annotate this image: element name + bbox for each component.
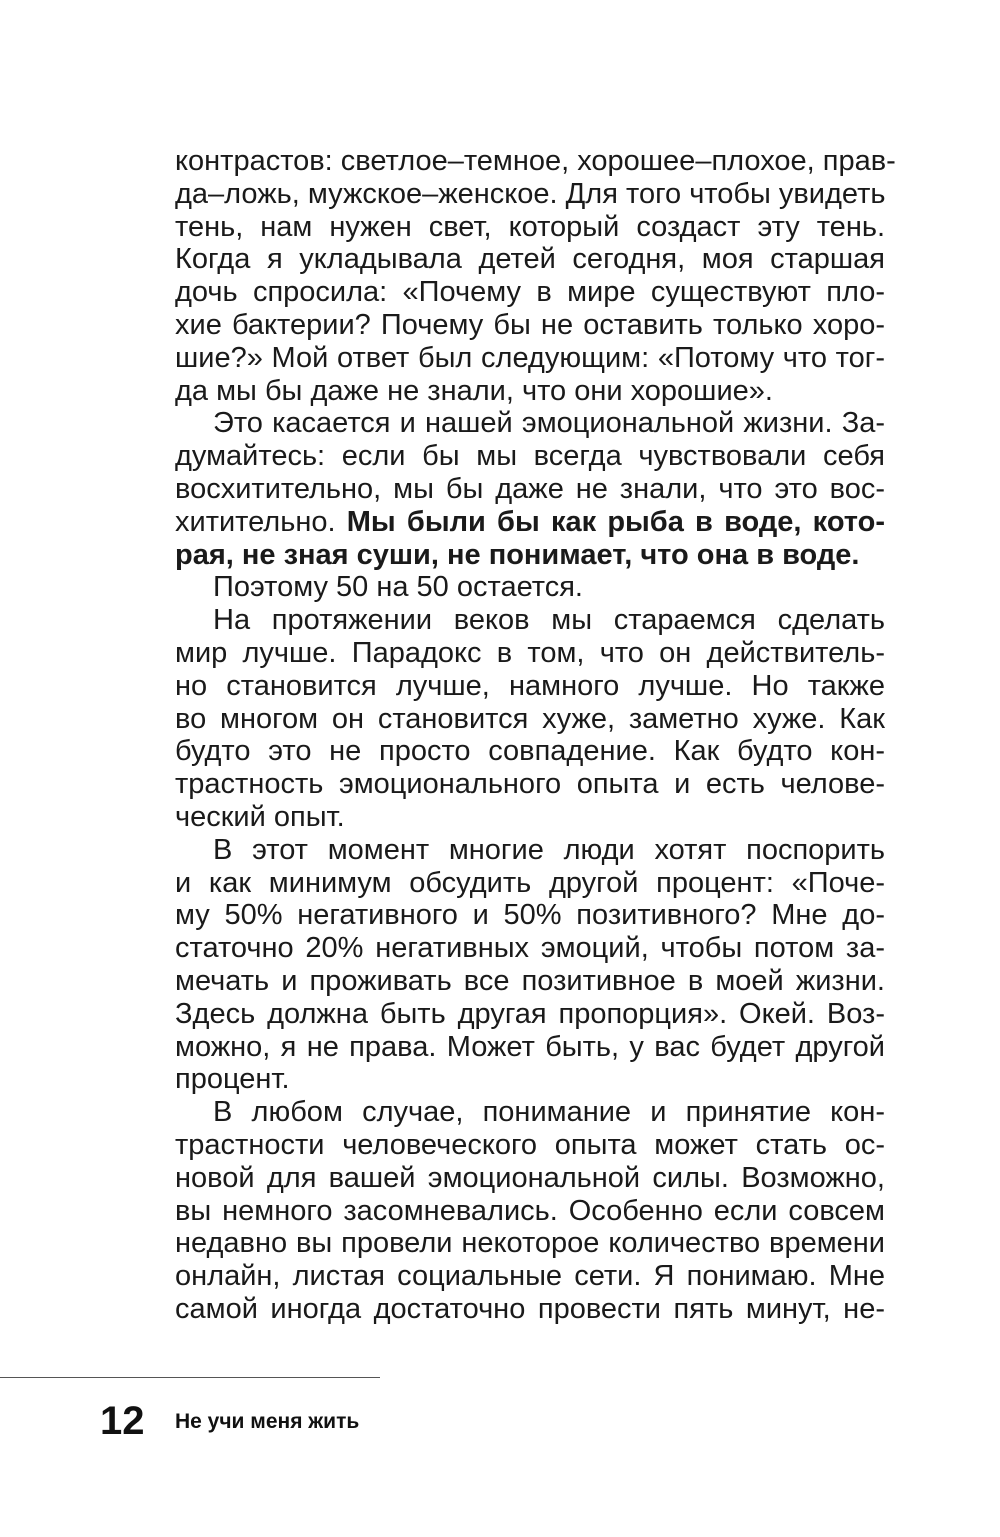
text-line: Поэтому 50 на 50 остается. — [213, 571, 583, 604]
text-line: мир лучше. Парадокс в том, что он действитель- — [175, 636, 885, 669]
text-segment: хитительно. — [175, 505, 336, 538]
text-line: и как минимум обсудить другой процент: «Поче- — [175, 866, 885, 899]
text-line: шие?» Мой ответ был следующим: «Потому что тог- — [175, 341, 885, 374]
text-line: онлайн, листая социальные сети. Я понимаю. Мне — [175, 1260, 885, 1293]
text-line: будто это не просто совпадение. Как будто кон- — [175, 735, 885, 768]
text-line: новой для вашей эмоциональной силы. Возможно, — [175, 1161, 885, 1194]
text-line: ческий опыт. — [175, 800, 345, 833]
body-text — [175, 145, 896, 1326]
text-line: хие бактерии? Почему бы не оставить только хоро- — [175, 308, 885, 341]
text-line: трастности человеческого опыта может стать ос- — [175, 1128, 885, 1161]
text-line: В этот момент многие люди хотят поспорить — [213, 833, 885, 866]
text-line: вы немного засомневались. Особенно если совсем — [175, 1194, 885, 1227]
text-line: тень, нам нужен свет, который создаст эту тень. — [175, 210, 885, 243]
text-line: На протяжении веков мы стараемся сделать — [213, 604, 885, 637]
text-line: мечать и проживать все позитивное в моей жизни. — [175, 964, 885, 997]
text-line: процент. — [175, 1063, 290, 1096]
text-line: Здесь должна быть другая пропорция». Окей. Воз- — [175, 997, 885, 1030]
text-line: трастность эмоционального опыта и есть челове- — [175, 768, 885, 801]
running-title: Не учи меня жить — [175, 1410, 360, 1433]
page-number: 12 — [100, 1399, 145, 1443]
text-line: контрастов: светлое–темное, хорошее–плохое, прав- — [175, 145, 896, 177]
text-line: да мы бы даже не знали, что они хорошие». — [175, 374, 773, 407]
text-line-mixed — [175, 506, 885, 539]
text-line: Когда я укладывала детей сегодня, моя старшая — [175, 243, 885, 276]
text-line: во многом он становится хуже, заметно хуже. Как — [175, 702, 885, 735]
text-line: Это касается и нашей эмоциональной жизни. За- — [213, 407, 885, 440]
text-line: недавно вы провели некоторое количество времени — [175, 1227, 885, 1260]
text-line: думайтесь: если бы мы всегда чувствовали себя — [175, 440, 885, 473]
bold-emphasis-line: рая, не зная суши, не понимает, что она в воде. — [175, 538, 860, 571]
text-line: самой иногда достаточно провести пять минут, не- — [175, 1292, 885, 1325]
text-line: статочно 20% негативных эмоций, чтобы потом за- — [175, 932, 885, 965]
text-line: можно, я не права. Может быть, у вас будет другой — [175, 1030, 885, 1063]
bold-emphasis: Мы были бы как рыба в воде, кото- — [346, 505, 885, 538]
text-line: да–ложь, мужское–женское. Для того чтобы увидеть — [175, 177, 886, 210]
text-line: В любом случае, понимание и принятие кон- — [213, 1096, 885, 1129]
text-line: но становится лучше, намного лучше. Но также — [175, 669, 885, 702]
text-line: дочь спросила: «Почему в мире существуют пло- — [175, 276, 885, 309]
text-line: му 50% негативного и 50% позитивного? Мне до- — [175, 899, 885, 932]
text-line: восхитительно, мы бы даже не знали, что это вос- — [175, 472, 885, 505]
footer-divider — [0, 1377, 380, 1378]
